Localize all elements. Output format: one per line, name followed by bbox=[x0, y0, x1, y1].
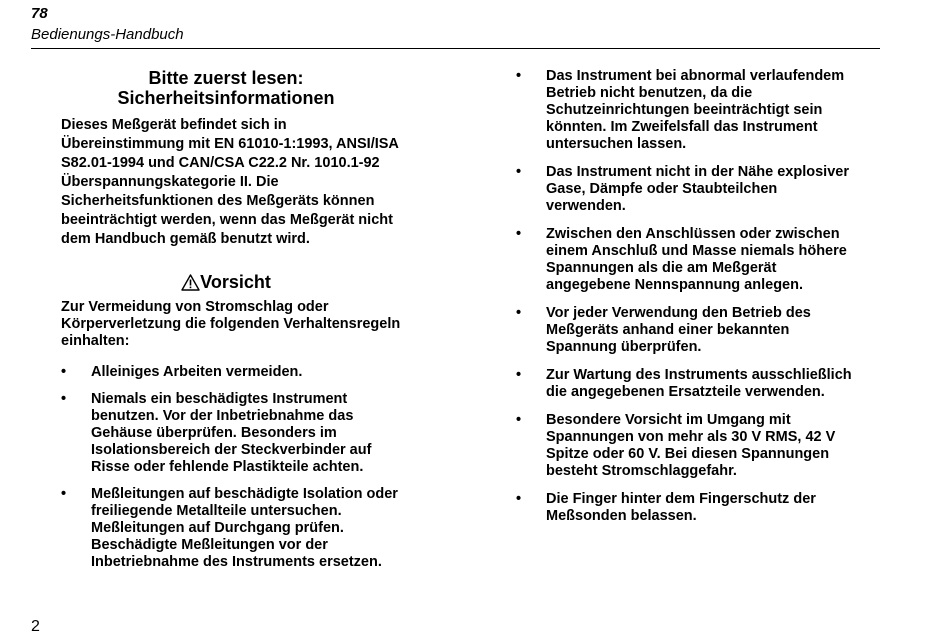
manual-title: Bedienungs-Handbuch bbox=[31, 26, 184, 43]
right-bullet-list bbox=[516, 68, 856, 525]
list-item-text: Zwischen den Anschlüssen oder zwischen einem Anschluß und Masse niemals höhere Spannungen als die am Meßgerät angegebene Nennspannung anlegen. bbox=[546, 226, 847, 293]
right-column bbox=[516, 68, 856, 536]
list-item bbox=[516, 367, 856, 401]
bullet-symbol: • bbox=[61, 391, 67, 407]
list-item bbox=[516, 305, 856, 356]
bullet-symbol: • bbox=[516, 68, 522, 84]
list-item-text: Besondere Vorsicht im Umgang mit Spannungen von mehr als 30 V RMS, 42 V Spitze oder 60 V. Bei diesen Spannungen besteht Stromschlaggefahr. bbox=[546, 412, 836, 479]
list-item bbox=[61, 391, 401, 476]
header-divider bbox=[31, 48, 880, 49]
bullet-symbol: • bbox=[61, 486, 67, 502]
list-item-text: Die Finger hinter dem Fingerschutz der Meßsonden belassen. bbox=[546, 491, 816, 524]
bullet-symbol: • bbox=[516, 305, 522, 321]
list-item bbox=[516, 226, 856, 294]
list-item bbox=[516, 68, 856, 153]
caution-title: Vorsicht bbox=[200, 272, 271, 292]
list-item-text: Alleiniges Arbeiten vermeiden. bbox=[91, 364, 303, 380]
header-page-number: 78 bbox=[31, 5, 48, 22]
bullet-symbol: • bbox=[516, 164, 522, 180]
safety-heading-line1: Bitte zuerst lesen: bbox=[148, 68, 304, 88]
list-item-text: Meßleitungen auf beschädigte Isolation oder freiliegende Metallteile untersuchen. Meßleitungen auf Durchgang prüfen. Beschädigte Meßleitungen vor der Inbetriebnahme des Instruments ersetzen. bbox=[91, 486, 398, 570]
footer-page-number: 2 bbox=[31, 618, 40, 635]
list-item-text: Das Instrument bei abnormal verlaufendem Betrieb nicht benutzen, da die Schutzeinrichtungen beeinträchtigt sein könnten. Im Zweifelsfall das Instrument untersuchen lassen. bbox=[546, 68, 845, 152]
list-item-text: Das Instrument nicht in der Nähe explosiver Gase, Dämpfe oder Staubteilchen verwenden. bbox=[546, 164, 849, 214]
left-column bbox=[61, 68, 401, 581]
list-item bbox=[61, 364, 401, 381]
left-bullet-list bbox=[61, 364, 401, 571]
list-item-text: Zur Wartung des Instruments ausschließlich die angegebenen Ersatzteile verwenden. bbox=[546, 367, 852, 400]
compliance-paragraph: Dieses Meßgerät befindet sich in Übereinstimmung mit EN 61010-1:1993, ANSI/ISA S82.01-1994 und CAN/CSA C22.2 Nr. 1010.1-92 Überspannungskategorie II. Die Sicherheitsfunktionen des Meßgeräts können beeinträchtigt werden, wenn das Meßgerät nicht dem Handbuch gemäß benutzt wird. bbox=[61, 117, 399, 247]
bullet-symbol: • bbox=[516, 367, 522, 383]
list-item-text: Niemals ein beschädigtes Instrument benutzen. Vor der Inbetriebnahme das Gehäuse überprüfen. Besonders im Isolationsbereich der Steckverbinder auf Risse oder fehlende Plastikteile achten. bbox=[91, 391, 372, 475]
list-item bbox=[516, 164, 856, 215]
safety-heading bbox=[61, 68, 391, 108]
bullet-symbol: • bbox=[61, 364, 67, 380]
list-item-text: Vor jeder Verwendung den Betrieb des Meßgeräts anhand einer bekannten Spannung überprüfen. bbox=[546, 305, 811, 355]
caution-heading bbox=[61, 271, 391, 293]
list-item bbox=[516, 491, 856, 525]
safety-heading-line2: Sicherheitsinformationen bbox=[117, 88, 335, 108]
bullet-symbol: • bbox=[516, 226, 522, 242]
warning-triangle-icon bbox=[181, 274, 200, 291]
bullet-symbol: • bbox=[516, 412, 522, 428]
list-item bbox=[61, 486, 401, 571]
bullet-symbol: • bbox=[516, 491, 522, 507]
list-item bbox=[516, 412, 856, 480]
caution-paragraph: Zur Vermeidung von Stromschlag oder Körperverletzung die folgenden Verhaltensregeln einhalten: bbox=[61, 299, 401, 349]
